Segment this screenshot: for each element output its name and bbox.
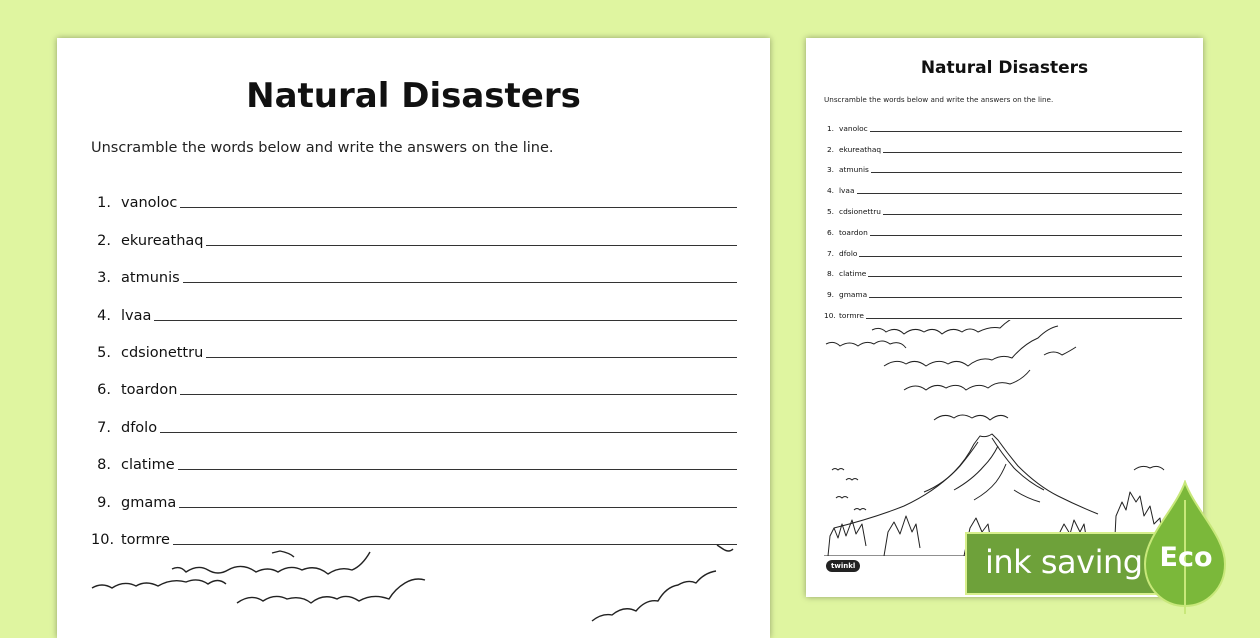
- smoke-cloud-illustration: [87, 543, 737, 638]
- list-item: [91, 174, 737, 211]
- scrambled-word: clatime: [839, 269, 867, 279]
- item-number: 5.: [97, 344, 111, 361]
- list-item: [824, 216, 1182, 237]
- scrambled-word: ekureathaq: [121, 232, 204, 249]
- list-item: [91, 398, 737, 435]
- item-number: 2.: [97, 232, 111, 249]
- item-number: 9.: [97, 494, 111, 511]
- answer-line: [183, 282, 737, 283]
- answer-line: [883, 214, 1182, 215]
- answer-line: [180, 207, 737, 208]
- item-number: 3.: [97, 270, 111, 287]
- item-number: 6.: [826, 227, 834, 237]
- scrambled-word: dfolo: [839, 248, 858, 258]
- item-number: 2.: [826, 144, 834, 154]
- answer-line: [883, 152, 1182, 153]
- worksheet-preview-large: [57, 38, 770, 638]
- scrambled-word: clatime: [121, 457, 175, 474]
- scrambled-word: lvaa: [121, 307, 152, 324]
- answer-line: [869, 297, 1182, 298]
- item-number: 1.: [826, 123, 834, 133]
- eco-label: Eco: [1159, 542, 1213, 573]
- word-list: [824, 112, 1182, 320]
- scrambled-word: vanoloc: [121, 195, 178, 212]
- item-number: 4.: [97, 307, 111, 324]
- item-number: 6.: [97, 382, 111, 399]
- scrambled-word: atmunis: [839, 165, 869, 175]
- scrambled-word: toardon: [839, 227, 868, 237]
- list-item: [824, 174, 1182, 195]
- answer-line: [870, 131, 1182, 132]
- scrambled-word: dfolo: [121, 419, 158, 436]
- scrambled-word: cdsionettru: [839, 206, 881, 216]
- twinkl-logo: twinkl: [826, 560, 860, 572]
- list-item: [824, 258, 1182, 279]
- list-item: [91, 211, 737, 248]
- answer-line: [857, 193, 1183, 194]
- scrambled-word: toardon: [121, 382, 178, 399]
- scrambled-word: gmama: [839, 290, 868, 300]
- item-number: 8.: [826, 269, 834, 279]
- scrambled-word: tormre: [121, 531, 170, 548]
- list-item: [824, 133, 1182, 154]
- list-item: [824, 154, 1182, 175]
- list-item: [824, 278, 1182, 299]
- worksheet-title: Natural Disasters: [920, 58, 1089, 78]
- ink-saving-text: ink saving: [985, 543, 1143, 581]
- item-number: 1.: [97, 195, 111, 212]
- volcano-illustration: [824, 320, 1184, 556]
- item-number: 10.: [91, 531, 115, 548]
- item-number: 8.: [97, 457, 111, 474]
- worksheet-title: Natural Disasters: [246, 76, 581, 116]
- list-item: [91, 286, 737, 323]
- scrambled-word: tormre: [839, 310, 864, 320]
- answer-line: [859, 256, 1182, 257]
- answer-line: [206, 357, 737, 358]
- list-item: [824, 237, 1182, 258]
- answer-line: [179, 507, 737, 508]
- scrambled-word: ekureathaq: [839, 144, 882, 154]
- answer-line: [160, 432, 737, 433]
- scrambled-word: gmama: [121, 494, 177, 511]
- list-item: [91, 436, 737, 473]
- item-number: 7.: [97, 419, 111, 436]
- item-number: 7.: [826, 248, 834, 258]
- list-item: [824, 195, 1182, 216]
- answer-line: [871, 172, 1182, 173]
- list-item: [91, 361, 737, 398]
- answer-line: [866, 318, 1182, 319]
- answer-line: [870, 235, 1182, 236]
- item-number: 10.: [824, 310, 836, 320]
- word-list: [91, 174, 737, 548]
- scrambled-word: atmunis: [121, 270, 180, 287]
- list-item: [91, 324, 737, 361]
- scrambled-word: lvaa: [839, 186, 855, 196]
- scrambled-word: vanoloc: [839, 123, 868, 133]
- item-number: 4.: [826, 186, 834, 196]
- list-item: [824, 299, 1182, 320]
- scrambled-word: cdsionettru: [121, 344, 204, 361]
- item-number: 9.: [826, 290, 834, 300]
- answer-line: [154, 320, 737, 321]
- answer-line: [206, 245, 737, 246]
- worksheet-instructions: Unscramble the words below and write the answers on the line.: [91, 140, 554, 156]
- list-item: [91, 249, 737, 286]
- answer-line: [178, 469, 737, 470]
- item-number: 3.: [826, 165, 834, 175]
- answer-line: [180, 394, 737, 395]
- item-number: 5.: [826, 206, 834, 216]
- list-item: [824, 112, 1182, 133]
- worksheet-instructions: Unscramble the words below and write the answers on the line.: [824, 95, 1054, 104]
- list-item: [91, 473, 737, 510]
- answer-line: [868, 276, 1182, 277]
